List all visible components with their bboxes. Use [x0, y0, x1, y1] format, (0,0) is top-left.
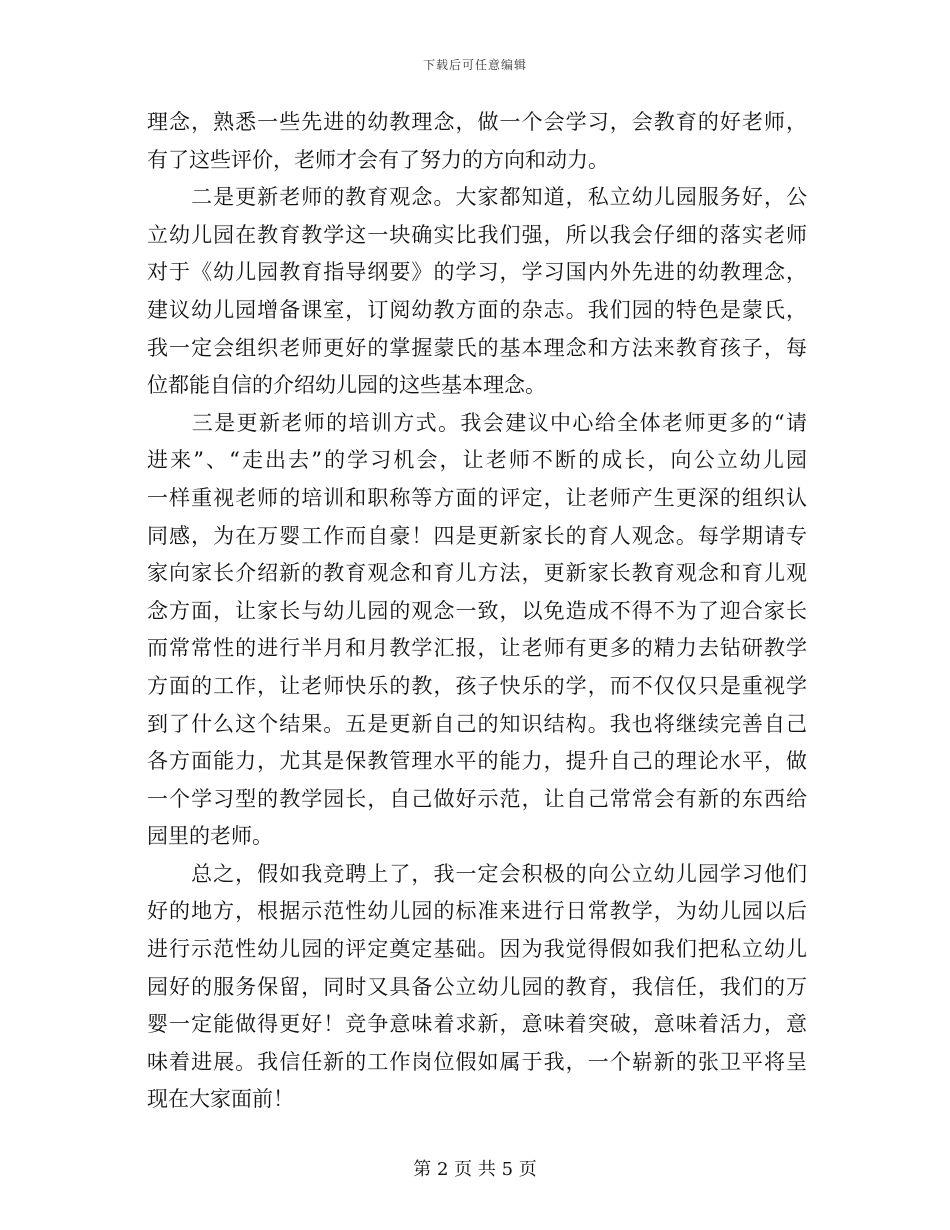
text-line: 现在大家面前！	[147, 1087, 294, 1112]
text-line: 念方面，让家长与幼儿园的观念一致，以免造成不得不为了迎合家长	[147, 598, 807, 623]
text-line: 二是更新老师的教育观念。大家都知道，私立幼儿园服务好，公	[147, 185, 807, 210]
page-header: 下载后可任意编辑	[422, 58, 527, 72]
text-line: 而常常性的进行半月和月教学汇报，让老师有更多的精力去钻研教学	[147, 636, 807, 661]
text-line: 建议幼儿园增备课室，订阅幼教方面的杂志。我们园的特色是蒙氏，	[147, 297, 807, 322]
text-line: 婴一定能做得更好！竞争意味着求新，意味着突破，意味着活力，意	[147, 1012, 807, 1037]
text-line: 同感，为在万婴工作而自豪！四是更新家长的育人观念。每学期请专	[147, 523, 807, 548]
text-line: 家向家长介绍新的教育观念和育儿方法，更新家长教育观念和育儿观	[147, 561, 807, 586]
text-line: 园好的服务保留，同时又具备公立幼儿园的教育，我信任，我们的万	[147, 974, 807, 999]
text-line: 位都能自信的介绍幼儿园的这些基本理念。	[147, 373, 546, 398]
text-line: 总之，假如我竞聘上了，我一定会积极的向公立幼儿园学习他们	[147, 861, 807, 886]
text-line: 我一定会组织老师更好的掌握蒙氏的基本理念和方法来教育孩子，每	[147, 335, 807, 360]
text-line: 有了这些评价，老师才会有了努力的方向和动力。	[147, 147, 609, 172]
text-line: 方面的工作，让老师快乐的教，孩子快乐的学，而不仅仅只是重视学	[147, 673, 807, 698]
text-line: 园里的老师。	[147, 824, 273, 849]
text-line: 三是更新老师的培训方式。我会建议中心给全体老师更多的“请	[147, 410, 807, 435]
text-line: 理念，熟悉一些先进的幼教理念，做一个会学习，会教育的好老师，	[147, 110, 807, 134]
page-number-footer: 第 2 页 共 5 页	[413, 1159, 537, 1180]
text-line: 好的地方，根据示范性幼儿园的标准来进行日常教学，为幼儿园以后	[147, 899, 807, 924]
text-line: 一个学习型的教学园长，自己做好示范，让自己常常会有新的东西给	[147, 786, 807, 811]
text-line: 立幼儿园在教育教学这一块确实比我们强，所以我会仔细的落实老师	[147, 222, 807, 247]
text-line: 各方面能力，尤其是保教管理水平的能力，提升自己的理论水平，做	[147, 749, 807, 774]
text-line: 一样重视老师的培训和职称等方面的评定，让老师产生更深的组织认	[147, 485, 807, 510]
text-line: 味着进展。我信任新的工作岗位假如属于我，一个崭新的张卫平将呈	[147, 1049, 807, 1074]
document-body	[147, 104, 807, 1119]
text-line: 进来”、“走出去”的学习机会，让老师不断的成长，向公立幼儿园	[147, 448, 807, 473]
text-line: 对于《幼儿园教育指导纲要》的学习，学习国内外先进的幼教理念，	[147, 260, 807, 285]
text-line: 到了什么这个结果。五是更新自己的知识结构。我也将继续完善自己	[147, 711, 807, 736]
text-line: 进行示范性幼儿园的评定奠定基础。因为我觉得假如我们把私立幼儿	[147, 937, 807, 962]
